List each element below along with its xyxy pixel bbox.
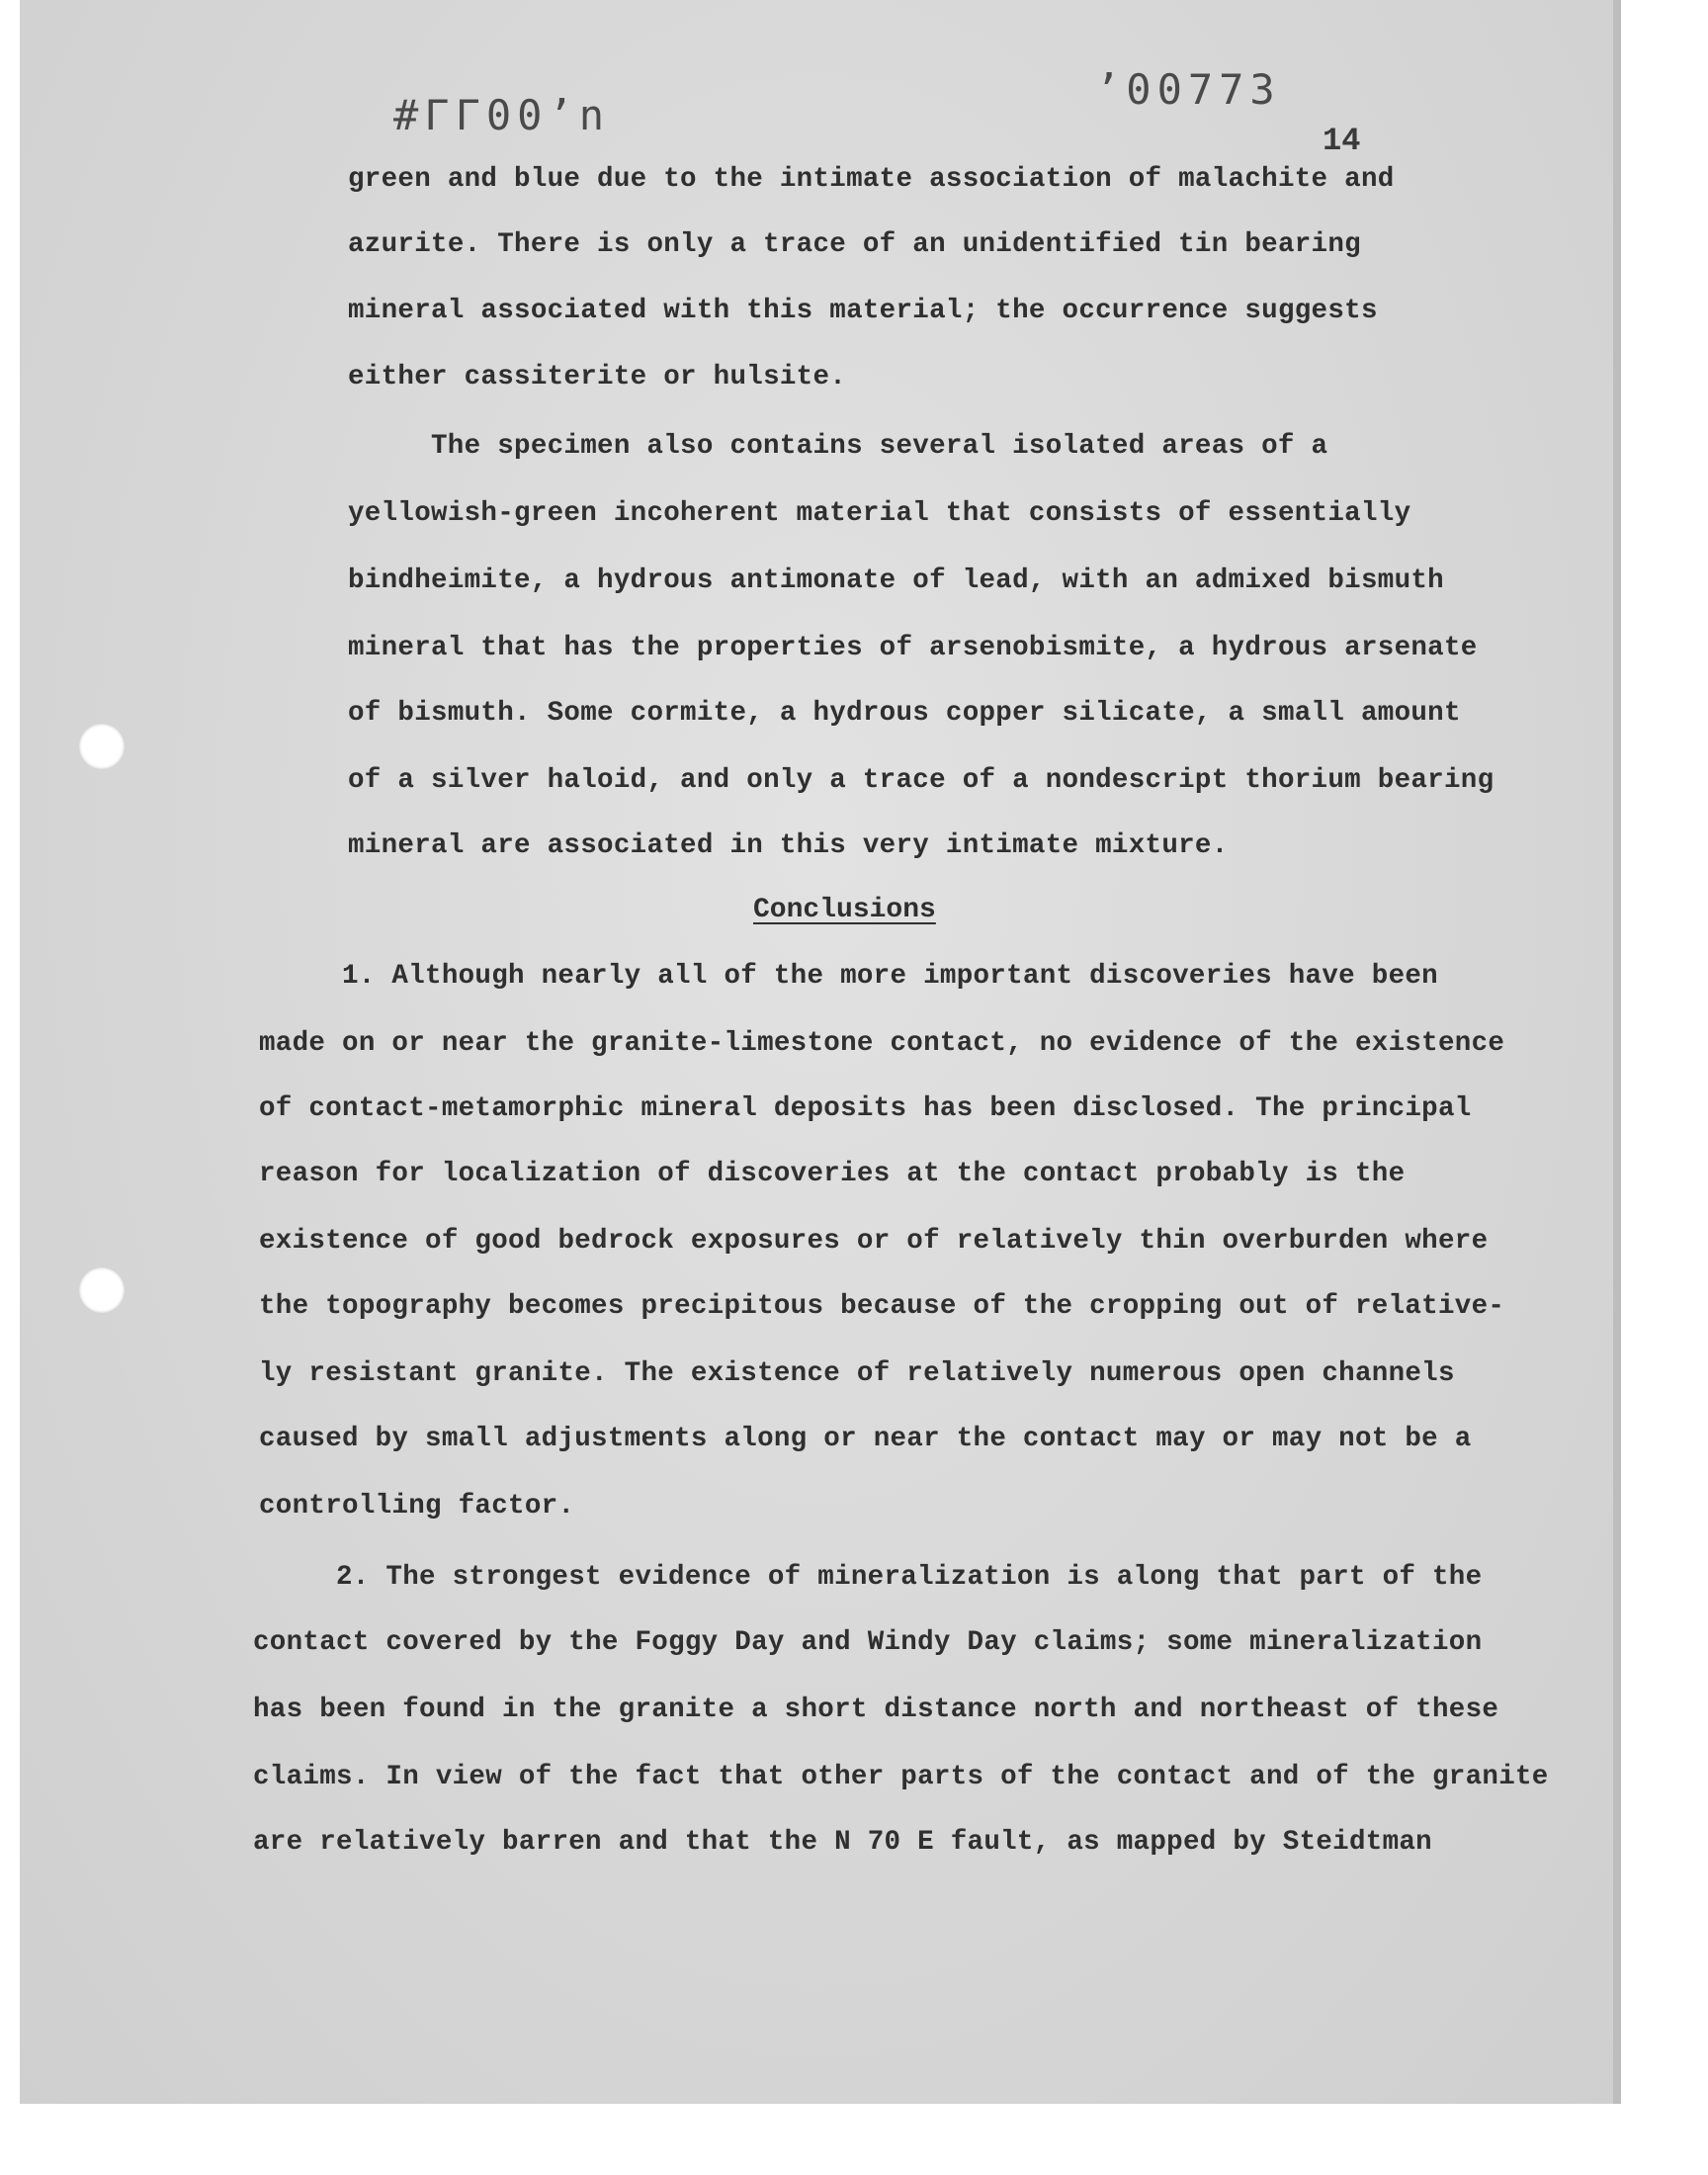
paragraph-line: of a silver haloid, and only a trace of a nondescript thorium bearing [348, 765, 1494, 796]
paragraph-line: azurite. There is only a trace of an unidentified tin bearing [348, 229, 1361, 260]
document-stamp-right: ʼ00773 [1095, 65, 1281, 114]
conclusion-line: 1. Although nearly all of the more important discoveries have been [342, 961, 1438, 992]
document-stamp-left: #ΓΓ00ʼn [393, 91, 611, 139]
paragraph-line: mineral associated with this material; the occurrence suggests [348, 296, 1378, 326]
binder-hole [79, 724, 125, 769]
page-edge [1613, 0, 1621, 2104]
section-heading: Conclusions [753, 895, 936, 925]
paragraph-line: yellowish-green incoherent material that consists of essentially [348, 498, 1411, 529]
conclusion-line: made on or near the granite-limestone contact, no evidence of the existence [259, 1028, 1505, 1059]
conclusion-line: claims. In view of the fact that other parts of the contact and of the granite [253, 1762, 1549, 1792]
paragraph-line: mineral that has the properties of arsenobismite, a hydrous arsenate [348, 633, 1478, 663]
paragraph-line: green and blue due to the intimate association of malachite and [348, 164, 1395, 195]
conclusion-line: contact covered by the Foggy Day and Windy Day claims; some mineralization [253, 1627, 1483, 1658]
conclusion-line: are relatively barren and that the N 70 E fault, as mapped by Steidtman [253, 1827, 1432, 1858]
conclusion-line: ly resistant granite. The existence of relatively numerous open channels [259, 1358, 1455, 1389]
conclusion-line: of contact-metamorphic mineral deposits has been disclosed. The principal [259, 1093, 1472, 1124]
paragraph-line: mineral are associated in this very intimate mixture. [348, 830, 1229, 861]
paragraph-line: bindheimite, a hydrous antimonate of lead, with an admixed bismuth [348, 566, 1444, 596]
conclusion-line: the topography becomes precipitous because of the cropping out of relative- [259, 1291, 1505, 1322]
paragraph-line: either cassiterite or hulsite. [348, 362, 847, 392]
conclusion-line: 2. The strongest evidence of mineralization is along that part of the [336, 1562, 1483, 1593]
binder-hole [79, 1267, 125, 1313]
paragraph-line: of bismuth. Some cormite, a hydrous copper silicate, a small amount [348, 698, 1461, 729]
conclusion-line: controlling factor. [259, 1491, 575, 1522]
conclusion-line: existence of good bedrock exposures or of relatively thin overburden where [259, 1226, 1489, 1257]
page-number: 14 [1323, 123, 1361, 159]
conclusion-line: caused by small adjustments along or near the contact may or may not be a [259, 1424, 1472, 1454]
conclusion-line: reason for localization of discoveries at the contact probably is the [259, 1159, 1406, 1189]
conclusion-line: has been found in the granite a short distance north and northeast of these [253, 1695, 1499, 1725]
paragraph-line: The specimen also contains several isolated areas of a [431, 431, 1328, 462]
